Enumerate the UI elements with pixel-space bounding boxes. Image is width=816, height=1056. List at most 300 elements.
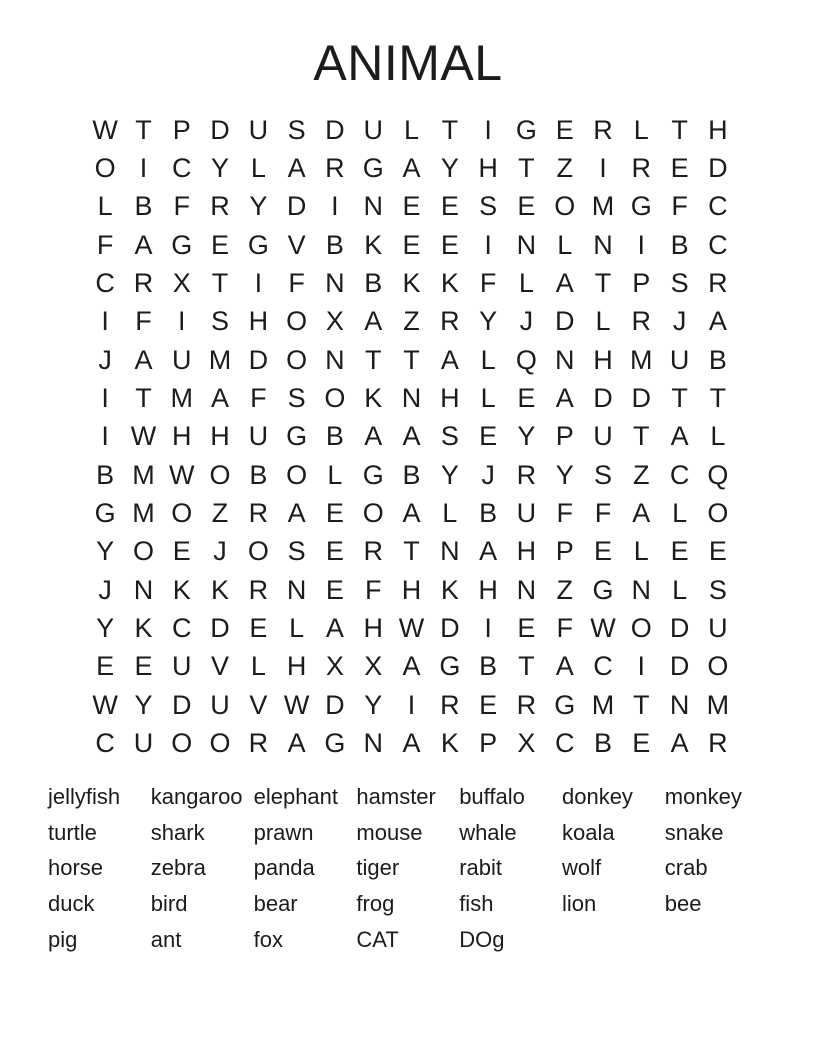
grid-letter[interactable]: C (708, 229, 728, 260)
grid-letter[interactable]: C (171, 613, 192, 644)
grid-letter[interactable]: O (554, 191, 576, 222)
grid-letter[interactable]: H (210, 421, 230, 452)
grid-letter[interactable]: T (633, 689, 650, 720)
grid-letter[interactable]: O (324, 383, 346, 414)
grid-letter[interactable]: O (286, 344, 308, 375)
grid-letter[interactable]: O (171, 728, 193, 759)
grid-letter[interactable]: A (402, 651, 421, 682)
grid-letter[interactable]: N (325, 344, 345, 375)
grid-letter[interactable]: L (672, 574, 688, 605)
grid-letter[interactable]: B (402, 459, 421, 490)
word-list-item: kangaroo (150, 783, 243, 809)
grid-letter[interactable]: L (480, 383, 496, 414)
grid-letter[interactable]: E (172, 536, 191, 567)
grid-letter[interactable]: M (591, 191, 615, 222)
grid-letter[interactable]: E (632, 728, 651, 759)
grid-letter[interactable]: A (287, 153, 306, 184)
grid-letter[interactable]: G (324, 728, 346, 759)
grid-letter[interactable]: T (441, 114, 459, 145)
grid-letter[interactable]: E (96, 651, 115, 682)
grid-letter[interactable]: B (249, 459, 268, 490)
grid-letter[interactable]: B (670, 229, 689, 260)
grid-letter[interactable]: R (516, 459, 537, 490)
grid-letter[interactable]: R (516, 689, 537, 720)
grid-letter[interactable]: T (403, 344, 420, 375)
grid-letter[interactable]: I (254, 268, 263, 299)
grid-letter[interactable]: I (101, 383, 109, 414)
grid-letter[interactable]: C (171, 153, 192, 184)
grid-letter[interactable]: N (593, 229, 613, 260)
grid-letter[interactable]: N (363, 191, 383, 222)
grid-letter[interactable]: Y (364, 689, 383, 720)
grid-letter[interactable]: H (363, 613, 383, 644)
grid-letter[interactable]: P (479, 728, 498, 759)
grid-letter[interactable]: U (593, 421, 613, 452)
grid-letter[interactable]: M (591, 689, 615, 720)
grid-letter[interactable]: T (364, 344, 382, 375)
grid-letter[interactable]: Z (556, 574, 573, 605)
grid-letter[interactable]: E (402, 191, 421, 222)
grid-letter[interactable]: A (364, 306, 383, 337)
grid-letter[interactable]: A (670, 421, 689, 452)
grid-letter[interactable]: D (669, 613, 690, 644)
grid-letter[interactable]: A (555, 383, 574, 414)
grid-letter[interactable]: U (248, 114, 269, 145)
grid-letter[interactable]: U (516, 498, 537, 529)
grid-letter[interactable]: Y (211, 153, 230, 184)
grid-letter[interactable]: F (173, 191, 190, 222)
grid-letter[interactable]: G (362, 153, 384, 184)
grid-letter[interactable]: Y (440, 153, 459, 184)
word-list (48, 779, 768, 958)
grid-letter[interactable]: R (708, 268, 728, 299)
grid-letter[interactable]: D (708, 153, 728, 184)
grid-letter[interactable]: H (593, 344, 613, 375)
grid-letter[interactable]: W (92, 114, 118, 145)
grid-letter[interactable]: C (593, 651, 613, 682)
grid-letter[interactable]: T (135, 114, 152, 145)
grid-letter[interactable]: J (672, 306, 687, 337)
grid-letter[interactable]: O (286, 459, 308, 490)
grid-letter[interactable]: L (672, 498, 688, 529)
grid-letter[interactable]: D (171, 689, 192, 720)
grid-letter[interactable]: W (92, 689, 118, 720)
grid-letter[interactable]: T (211, 268, 229, 299)
grid-letter[interactable]: J (213, 536, 227, 567)
grid-letter[interactable]: I (101, 421, 109, 452)
grid-letter[interactable]: W (169, 459, 195, 490)
grid-letter[interactable]: L (633, 536, 649, 567)
grid-letter[interactable]: B (708, 344, 727, 375)
grid-letter[interactable]: W (283, 689, 310, 720)
grid-letter[interactable]: A (440, 344, 459, 375)
grid-letter[interactable]: A (325, 613, 344, 644)
grid-letter[interactable]: F (96, 229, 114, 260)
grid-letter[interactable]: M (132, 459, 155, 490)
grid-letter[interactable]: L (250, 153, 266, 184)
grid-letter[interactable]: Y (96, 613, 115, 644)
grid-letter[interactable]: R (210, 191, 230, 222)
grid-letter[interactable]: W (130, 421, 157, 452)
grid-letter[interactable]: L (595, 306, 611, 337)
grid-letter[interactable]: C (95, 728, 115, 759)
grid-letter[interactable]: R (708, 728, 728, 759)
grid-letter[interactable]: Z (403, 306, 420, 337)
grid-letter[interactable]: H (478, 153, 498, 184)
grid-letter[interactable]: G (592, 574, 614, 605)
grid-letter[interactable]: N (133, 574, 154, 605)
grid-letter[interactable]: M (706, 689, 730, 720)
grid-letter[interactable]: H (516, 536, 537, 567)
grid-letter[interactable]: G (439, 651, 461, 682)
word-list-item: whale (459, 819, 517, 845)
grid-letter[interactable]: P (555, 421, 574, 452)
grid-letter[interactable]: P (632, 268, 651, 299)
grid-letter[interactable]: B (325, 229, 344, 260)
grid-letter[interactable]: D (248, 344, 269, 375)
grid-letter[interactable]: E (402, 229, 421, 260)
grid-letter[interactable]: R (363, 536, 383, 567)
grid-letter[interactable]: R (248, 574, 269, 605)
grid-letter[interactable]: M (132, 498, 155, 529)
grid-letter[interactable]: R (248, 728, 269, 759)
grid-letter[interactable]: G (171, 229, 193, 260)
grid-letter[interactable]: T (709, 383, 727, 414)
grid-letter[interactable]: E (555, 114, 574, 145)
grid-letter[interactable]: E (517, 613, 536, 644)
grid-letter[interactable]: E (325, 498, 344, 529)
grid-letter[interactable]: C (95, 268, 115, 299)
grid-letter[interactable]: X (325, 306, 344, 337)
grid-letter[interactable]: N (286, 574, 307, 605)
grid-letter[interactable]: N (440, 536, 460, 567)
word-list-item: zebra (150, 855, 206, 881)
grid-letter[interactable]: Q (707, 459, 729, 490)
grid-letter[interactable]: N (401, 383, 422, 414)
grid-letter[interactable]: X (517, 728, 536, 759)
grid-letter[interactable]: G (630, 191, 652, 222)
grid-letter[interactable]: O (209, 728, 231, 759)
grid-letter[interactable]: H (478, 574, 498, 605)
grid-letter[interactable]: O (286, 306, 308, 337)
grid-letter[interactable]: N (669, 689, 690, 720)
grid-letter[interactable]: H (248, 306, 269, 337)
grid-letter[interactable]: R (631, 306, 652, 337)
grid-letter[interactable]: B (96, 459, 115, 490)
grid-letter[interactable]: Y (517, 421, 536, 452)
grid-letter[interactable]: E (670, 536, 689, 567)
grid-letter[interactable]: T (594, 268, 612, 299)
grid-letter[interactable]: E (134, 651, 153, 682)
grid-letter[interactable]: M (630, 344, 653, 375)
grid-letter[interactable]: G (286, 421, 308, 452)
grid-letter[interactable]: C (669, 459, 690, 490)
grid-letter[interactable]: U (248, 421, 269, 452)
grid-letter[interactable]: K (172, 574, 191, 605)
grid-letter[interactable]: B (364, 268, 383, 299)
grid-letter[interactable]: F (250, 383, 267, 414)
grid-letter[interactable]: D (286, 191, 307, 222)
grid-letter[interactable]: S (287, 114, 306, 145)
grid-letter[interactable]: F (556, 498, 573, 529)
grid-letter[interactable]: A (402, 153, 421, 184)
grid-letter[interactable]: N (554, 344, 575, 375)
grid-letter[interactable]: I (599, 153, 607, 184)
grid-letter[interactable]: T (403, 536, 420, 567)
grid-letter[interactable]: O (94, 153, 116, 184)
grid-letter[interactable]: A (555, 651, 574, 682)
grid-letter[interactable]: Y (440, 459, 459, 490)
grid-letter[interactable]: S (211, 306, 230, 337)
grid-letter[interactable]: P (172, 114, 191, 145)
grid-letter[interactable]: Y (479, 306, 498, 337)
grid-letter[interactable]: U (708, 613, 728, 644)
grid-letter[interactable]: G (94, 498, 116, 529)
grid-letter[interactable]: D (631, 383, 652, 414)
grid-letter[interactable]: A (287, 498, 306, 529)
grid-letter[interactable]: U (133, 728, 154, 759)
grid-letter[interactable]: A (670, 728, 689, 759)
grid-letter[interactable]: S (287, 536, 306, 567)
grid-letter[interactable]: W (590, 613, 616, 644)
grid-letter[interactable]: X (172, 268, 191, 299)
word-list-item: bee (664, 891, 702, 917)
grid-letter[interactable]: L (327, 459, 343, 490)
grid-letter[interactable]: Q (515, 344, 537, 375)
grid-letter[interactable]: I (139, 153, 148, 184)
grid-letter[interactable]: M (170, 383, 193, 414)
grid-letter[interactable]: G (515, 114, 537, 145)
grid-letter[interactable]: M (208, 344, 232, 375)
grid-letter[interactable]: V (249, 689, 268, 720)
grid-letter[interactable]: S (670, 268, 689, 299)
grid-letter[interactable]: L (97, 191, 113, 222)
grid-letter[interactable]: E (440, 191, 459, 222)
grid-letter[interactable]: L (518, 268, 534, 299)
grid-letter[interactable]: L (710, 421, 726, 452)
grid-letter[interactable]: V (211, 651, 230, 682)
grid-letter[interactable]: H (401, 574, 422, 605)
grid-letter[interactable]: S (440, 421, 459, 452)
grid-letter[interactable]: L (404, 114, 420, 145)
grid-letter[interactable]: I (101, 306, 109, 337)
grid-letter[interactable]: X (364, 651, 383, 682)
grid-letter[interactable]: L (480, 344, 496, 375)
word-list-item: bear (253, 891, 298, 917)
grid-letter[interactable]: E (517, 383, 536, 414)
grid-letter[interactable]: T (633, 421, 650, 452)
grid-letter[interactable]: E (440, 229, 459, 260)
grid-letter[interactable]: A (364, 421, 383, 452)
grid-letter[interactable]: R (440, 306, 460, 337)
grid-letter[interactable]: S (594, 459, 613, 490)
grid-letter[interactable]: K (440, 728, 459, 759)
grid-letter[interactable]: O (362, 498, 384, 529)
grid-letter[interactable]: D (593, 383, 613, 414)
grid-letter[interactable]: R (593, 114, 613, 145)
grid-letter[interactable]: F (479, 268, 497, 299)
grid-letter[interactable]: E (249, 613, 268, 644)
grid-letter[interactable]: O (707, 498, 729, 529)
grid-letter[interactable]: L (250, 651, 266, 682)
grid-letter[interactable]: A (402, 728, 421, 759)
grid-letter[interactable]: K (440, 268, 459, 299)
grid-letter[interactable]: Y (96, 536, 115, 567)
grid-letter[interactable]: E (594, 536, 613, 567)
grid-letter[interactable]: K (211, 574, 230, 605)
grid-letter[interactable]: H (708, 114, 728, 145)
grid-letter[interactable]: A (555, 268, 574, 299)
grid-letter[interactable]: G (247, 229, 269, 260)
grid-letter[interactable]: N (363, 728, 383, 759)
grid-letter[interactable]: Y (555, 459, 574, 490)
grid-letter[interactable]: A (211, 383, 230, 414)
grid-letter[interactable]: E (211, 229, 230, 260)
grid-letter[interactable]: A (708, 306, 727, 337)
grid-letter[interactable]: N (631, 574, 652, 605)
grid-letter[interactable]: I (484, 613, 492, 644)
grid-letter[interactable]: B (479, 498, 498, 529)
grid-letter[interactable]: A (479, 536, 498, 567)
grid-letter[interactable]: F (135, 306, 152, 337)
grid-letter[interactable]: E (670, 153, 689, 184)
grid-letter[interactable]: J (98, 344, 112, 375)
grid-letter[interactable]: E (479, 421, 498, 452)
grid-letter[interactable]: T (518, 651, 535, 682)
grid-letter[interactable]: A (134, 229, 153, 260)
grid-letter[interactable]: R (440, 689, 460, 720)
grid-letter[interactable]: U (363, 114, 383, 145)
grid-letter[interactable]: D (669, 651, 690, 682)
grid-letter[interactable]: O (707, 651, 729, 682)
word-list-item: panda (253, 855, 315, 881)
grid-letter[interactable]: L (557, 229, 573, 260)
grid-letter[interactable]: Z (633, 459, 650, 490)
grid-letter[interactable]: T (135, 383, 152, 414)
grid-letter[interactable]: C (708, 191, 728, 222)
grid-letter[interactable]: I (484, 229, 492, 260)
grid-letter[interactable]: T (518, 153, 535, 184)
grid-letter[interactable]: X (325, 651, 344, 682)
grid-letter[interactable]: Y (134, 689, 153, 720)
grid-letter[interactable]: E (325, 536, 344, 567)
grid-letter[interactable]: R (248, 498, 269, 529)
grid-letter[interactable]: I (407, 689, 416, 720)
grid-letter[interactable]: D (210, 114, 230, 145)
grid-letter[interactable]: O (247, 536, 269, 567)
grid-letter[interactable]: E (708, 536, 727, 567)
grid-letter[interactable]: D (325, 689, 345, 720)
grid-letter[interactable]: F (556, 613, 573, 644)
grid-letter[interactable]: O (209, 459, 231, 490)
grid-letter[interactable]: U (669, 344, 690, 375)
grid-letter[interactable]: U (171, 344, 192, 375)
grid-letter[interactable]: V (287, 229, 306, 260)
grid-letter[interactable]: I (637, 651, 646, 682)
grid-letter[interactable]: H (171, 421, 192, 452)
grid-letter[interactable]: L (289, 613, 305, 644)
grid-letter[interactable]: G (554, 689, 576, 720)
grid-letter[interactable]: Y (249, 191, 268, 222)
grid-letter[interactable]: R (631, 153, 652, 184)
grid-letter[interactable]: R (325, 153, 345, 184)
grid-letter[interactable]: B (479, 651, 498, 682)
grid-letter[interactable]: D (325, 114, 345, 145)
grid-letter[interactable]: I (637, 229, 646, 260)
grid-letter[interactable]: H (440, 383, 460, 414)
grid-letter[interactable]: F (364, 574, 382, 605)
grid-letter[interactable]: F (594, 498, 612, 529)
grid-letter[interactable]: U (210, 689, 230, 720)
grid-letter[interactable]: S (479, 191, 498, 222)
grid-letter[interactable]: N (516, 229, 537, 260)
grid-letter[interactable]: A (402, 421, 421, 452)
grid-letter[interactable]: S (287, 383, 306, 414)
grid-letter[interactable]: A (134, 344, 153, 375)
grid-letter[interactable]: P (555, 536, 574, 567)
grid-letter[interactable]: S (708, 574, 727, 605)
grid-letter[interactable]: E (517, 191, 536, 222)
grid-letter[interactable]: I (331, 191, 339, 222)
grid-letter[interactable]: J (481, 459, 495, 490)
grid-letter[interactable]: E (325, 574, 344, 605)
grid-letter[interactable]: R (133, 268, 154, 299)
grid-letter[interactable]: J (519, 306, 534, 337)
grid-letter[interactable]: U (171, 651, 192, 682)
grid-letter[interactable]: F (671, 191, 688, 222)
grid-letter[interactable]: Z (556, 153, 573, 184)
grid-letter[interactable]: L (442, 498, 458, 529)
grid-letter[interactable]: H (286, 651, 307, 682)
grid-letter[interactable]: L (633, 114, 649, 145)
grid-letter[interactable]: K (440, 574, 459, 605)
grid-letter[interactable]: T (671, 383, 688, 414)
grid-letter[interactable]: G (362, 459, 384, 490)
word-list-item: pig (48, 927, 78, 953)
grid-letter[interactable]: B (134, 191, 153, 222)
grid-letter[interactable]: Z (211, 498, 229, 529)
grid-letter[interactable]: D (210, 613, 230, 644)
grid-letter[interactable]: A (402, 498, 421, 529)
grid-letter[interactable]: I (484, 114, 492, 145)
grid-letter[interactable]: O (630, 613, 652, 644)
grid-letter[interactable]: D (554, 306, 575, 337)
grid-letter[interactable]: B (325, 421, 344, 452)
grid-letter[interactable]: K (402, 268, 421, 299)
grid-letter[interactable]: W (398, 613, 425, 644)
grid-letter[interactable]: N (325, 268, 345, 299)
grid-letter[interactable]: O (132, 536, 154, 567)
grid-letter[interactable]: I (177, 306, 186, 337)
grid-letter[interactable]: E (479, 689, 498, 720)
grid-letter[interactable]: A (632, 498, 651, 529)
word-list-item: wolf (561, 855, 602, 881)
grid-letter[interactable]: B (594, 728, 613, 759)
word-list-item: horse (48, 855, 104, 881)
word-list-item: crab (664, 855, 708, 881)
grid-letter[interactable]: N (516, 574, 537, 605)
grid-letter[interactable]: K (364, 229, 383, 260)
grid-letter[interactable]: D (440, 613, 460, 644)
grid-letter[interactable]: F (288, 268, 305, 299)
grid-letter[interactable]: K (134, 613, 153, 644)
grid-letter[interactable]: A (287, 728, 306, 759)
grid-letter[interactable]: J (98, 574, 112, 605)
grid-letter[interactable]: C (554, 728, 575, 759)
grid-letter[interactable]: K (364, 383, 383, 414)
grid-letter[interactable]: T (671, 114, 688, 145)
grid-letter[interactable]: O (171, 498, 193, 529)
